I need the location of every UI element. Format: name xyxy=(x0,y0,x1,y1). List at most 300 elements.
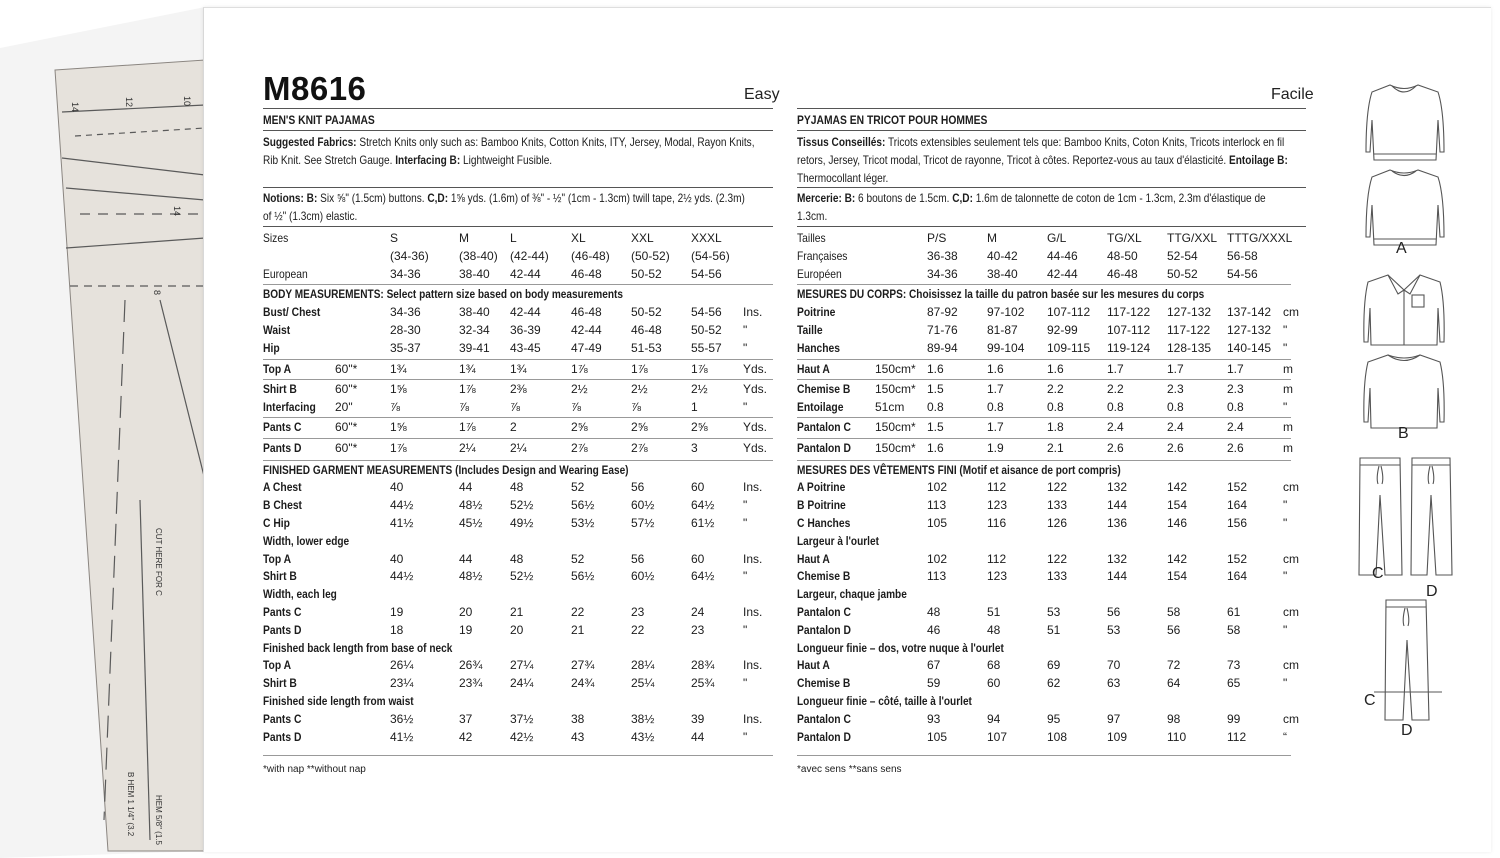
size-cell: 52-54 xyxy=(1167,248,1198,263)
size-cell: TG/XL xyxy=(1107,231,1142,245)
fabrics-fr-line2 xyxy=(797,151,1288,169)
size-cell: 24¼ xyxy=(510,676,534,691)
size-cell: 105 xyxy=(927,516,948,530)
table-row xyxy=(797,229,1291,247)
size-cell: 109-115 xyxy=(1047,340,1091,355)
table-row xyxy=(797,674,1291,692)
table-row xyxy=(797,550,1299,568)
size-cell: 1¾ xyxy=(390,361,407,376)
row-label: Tailles xyxy=(797,231,826,245)
size-cell: 56-58 xyxy=(1227,248,1258,263)
row-label: Waist xyxy=(263,323,291,337)
title-rule-en xyxy=(263,108,773,109)
unit-cell: " xyxy=(743,622,748,637)
unit-cell: Ins. xyxy=(743,711,763,726)
size-cell: M xyxy=(459,231,469,245)
size-cell: 112 xyxy=(1227,729,1247,744)
row-label: Interfacing xyxy=(263,400,316,415)
size-cell: 38-40 xyxy=(459,266,490,281)
size-cell: 2⅝ xyxy=(631,420,648,434)
table-row xyxy=(263,418,773,436)
unit-cell: Yds. xyxy=(743,382,768,397)
size-cell: 94 xyxy=(987,711,1001,726)
fabric-width: 150cm* xyxy=(875,420,916,434)
notions-en-text1b: 1⅝ yds. (1.6m) of ⅜" - ½" (1cm - 1.3cm) twill tape, 2½ yds. (2.3m) xyxy=(448,191,745,205)
size-cell: 156 xyxy=(1227,516,1248,530)
unit-cell: Yds. xyxy=(743,420,768,434)
size-cell: 39-41 xyxy=(459,340,490,355)
row-label: Chemise B xyxy=(797,676,851,691)
unit-cell: " xyxy=(1283,516,1288,530)
table-row xyxy=(263,478,773,496)
size-cell: 28-30 xyxy=(390,323,421,337)
size-cell: 40 xyxy=(390,551,404,566)
row-label: Taille xyxy=(797,323,823,337)
size-cell: 117-122 xyxy=(1167,323,1211,337)
size-cell: 25¼ xyxy=(631,676,655,691)
table-section-header xyxy=(797,692,1291,710)
size-cell: 55-57 xyxy=(691,340,722,355)
size-cell: 99 xyxy=(1227,711,1241,726)
notions-fr-line2: 1.3cm. xyxy=(797,209,828,223)
size-cell: 48 xyxy=(987,622,1001,637)
size-cell: 62 xyxy=(1047,676,1061,691)
fabrics-fr-text2: retors, Jersey, Tricot modal, Tricot de rayonne, Tricot à côtes. Reportez-vous au taux d'élasticité. xyxy=(797,153,1230,167)
size-cell: 42-44 xyxy=(510,266,541,281)
size-cell: 24 xyxy=(691,605,705,619)
size-cell: 2.3 xyxy=(1167,382,1184,397)
size-cell: 54-56 xyxy=(1227,266,1258,281)
size-cell: 164 xyxy=(1227,498,1248,513)
row-label: Pantalon D xyxy=(797,729,851,744)
difficulty-en: Easy xyxy=(744,86,780,103)
tissue-mark-8: 8 xyxy=(152,290,162,296)
tissue-size-10: 10 xyxy=(182,96,192,107)
size-cell: XL xyxy=(571,231,586,245)
size-cell: 2½ xyxy=(631,382,648,397)
unit-cell: " xyxy=(1283,498,1288,513)
fabrics-en-line2 xyxy=(263,151,755,169)
fabrics-en-text1: Stretch Knits only such as: Bamboo Knits, Cotton Knits, ITY, Jersey, Modal, Rayon Knits, xyxy=(356,135,755,149)
row-label: Shirt B xyxy=(263,676,297,691)
row-label: Finished side length from waist xyxy=(263,694,414,708)
size-cell: (50-52) xyxy=(631,248,670,263)
unit-cell: " xyxy=(743,323,748,337)
row-label: Top A xyxy=(263,361,292,376)
notions-fr-label: Mercerie: B: xyxy=(797,191,856,205)
unit-cell: cm xyxy=(1283,605,1299,619)
unit-cell: Ins. xyxy=(743,305,763,320)
size-cell: ⅞ xyxy=(571,400,582,415)
unit-cell: m xyxy=(1283,382,1293,397)
size-cell: 2⅞ xyxy=(571,440,588,455)
size-cell: 2.6 xyxy=(1107,440,1124,455)
pattern-code: M8616 xyxy=(263,70,367,107)
size-cell: 40-42 xyxy=(987,248,1018,263)
size-cell: 72 xyxy=(1167,658,1181,673)
size-cell: 41½ xyxy=(390,516,414,530)
size-cell: 133 xyxy=(1047,498,1068,513)
pants-d-drawing xyxy=(1411,458,1452,575)
title-rule-en-2 xyxy=(263,130,773,131)
size-cell: 56½ xyxy=(571,498,595,513)
size-cell: 140-145 xyxy=(1227,340,1272,355)
size-cell: 1.5 xyxy=(927,382,944,397)
table-row xyxy=(263,247,773,265)
view-label-d: D xyxy=(1426,583,1438,600)
size-cell: 34-36 xyxy=(390,305,421,320)
shirt-b-back-drawing xyxy=(1364,355,1444,428)
size-cell: 113 xyxy=(927,569,947,584)
size-cell: 65 xyxy=(1227,676,1241,691)
size-cell: 2 xyxy=(510,420,517,434)
table-row xyxy=(797,728,1291,746)
size-cell: 47-49 xyxy=(571,340,602,355)
unit-cell: cm xyxy=(1283,480,1299,495)
size-cell: 37½ xyxy=(510,711,534,726)
size-cell: ⅞ xyxy=(510,400,521,415)
row-label: B Chest xyxy=(263,498,302,513)
size-cell: 26¼ xyxy=(390,658,414,673)
size-cell: 71-76 xyxy=(927,323,958,337)
size-cell: 63 xyxy=(1107,676,1121,691)
notions-fr-line1 xyxy=(797,189,1266,207)
size-cell: 98 xyxy=(1167,711,1181,726)
row-label: Pants D xyxy=(263,440,302,455)
size-cell: 42-44 xyxy=(510,305,541,320)
table-row xyxy=(263,439,773,457)
unit-cell: Ins. xyxy=(743,605,763,619)
size-cell: 113 xyxy=(927,498,947,513)
size-cell: 56 xyxy=(631,551,645,566)
unit-cell: " xyxy=(743,729,748,744)
unit-cell: Ins. xyxy=(743,551,763,566)
table-row xyxy=(263,656,773,674)
size-cell: 2.2 xyxy=(1107,382,1124,397)
size-cell: 2⅝ xyxy=(691,420,708,434)
unit-cell: cm xyxy=(1283,711,1299,726)
size-cell: 60½ xyxy=(631,569,655,584)
size-cell: 1.6 xyxy=(1047,361,1064,376)
fabrics-fr-line1 xyxy=(797,133,1288,151)
size-cell: ⅞ xyxy=(631,400,642,415)
size-cell: 38-40 xyxy=(987,266,1018,281)
unit-cell: " xyxy=(1283,676,1288,691)
fabrics-fr xyxy=(797,133,1288,187)
size-cell: 52 xyxy=(571,480,585,495)
row-label: Haut A xyxy=(797,551,830,566)
size-cell: XXXL xyxy=(691,231,722,245)
row-label: Pants D xyxy=(263,729,302,744)
table-row xyxy=(263,710,773,728)
row-label: Bust/ Chest xyxy=(263,305,321,320)
size-cell: 23 xyxy=(631,605,645,619)
notions-en-line2: of ½" (1.3cm) elastic. xyxy=(263,209,358,223)
notions-rule-fr xyxy=(797,226,1306,227)
table-row xyxy=(263,728,773,746)
size-cell: 107 xyxy=(987,729,1008,744)
fabric-width: 150cm* xyxy=(875,361,916,376)
fabric-width: 51cm xyxy=(875,400,905,415)
table-section-header xyxy=(263,532,773,550)
view-label-d-lower: D xyxy=(1401,722,1413,739)
row-label: A Chest xyxy=(263,480,302,495)
tissue-hem-c: HEM 5/8" (1.5 xyxy=(154,795,163,845)
row-label: Haut A xyxy=(797,658,830,673)
unit-cell: " xyxy=(1283,323,1288,337)
unit-cell: " xyxy=(1283,622,1288,637)
size-cell: 56 xyxy=(1107,605,1121,619)
tissue-size-14-mid: 14 xyxy=(172,206,182,217)
size-cell: 132 xyxy=(1107,551,1128,566)
size-cell: 117-122 xyxy=(1107,305,1151,320)
unit-cell: " xyxy=(743,498,748,513)
table-row xyxy=(263,603,773,621)
size-cell: 44-46 xyxy=(1047,248,1078,263)
size-cell: 22 xyxy=(631,622,645,637)
unit-cell: " xyxy=(1283,569,1288,584)
size-cell: 44½ xyxy=(390,569,414,584)
pants-c-drawing xyxy=(1359,458,1402,575)
row-label: Shirt B xyxy=(263,382,297,397)
size-cell: 48½ xyxy=(459,569,483,584)
tissue-size-14: 14 xyxy=(70,102,80,113)
interfacing-fr-label: Entoilage B: xyxy=(1229,153,1288,167)
table-row xyxy=(797,478,1299,496)
size-cell: 23¼ xyxy=(390,676,414,691)
table-row xyxy=(263,229,773,247)
size-cell: 1⅞ xyxy=(459,382,476,397)
size-cell: 92-99 xyxy=(1047,323,1078,337)
fabrics-en-label: Suggested Fabrics: xyxy=(263,135,357,149)
interfacing-en-text: Lightweight Fusible. xyxy=(460,153,553,167)
row-label: Haut A xyxy=(797,361,830,376)
size-cell: 109 xyxy=(1107,729,1128,744)
unit-cell: cm xyxy=(1283,305,1299,320)
fabrics-fr-label: Tissus Conseillés: xyxy=(797,135,886,149)
size-cell: 0.8 xyxy=(927,400,944,415)
unit-cell: cm xyxy=(1283,658,1299,673)
view-label-b: B xyxy=(1398,425,1409,442)
row-label: C Hip xyxy=(263,516,290,530)
size-cell: 64 xyxy=(1167,676,1181,691)
fabric-width: 150cm* xyxy=(875,440,916,455)
size-cell: 144 xyxy=(1107,498,1128,513)
unit-cell: " xyxy=(743,516,748,530)
size-cell: 152 xyxy=(1227,480,1248,495)
size-cell: 1.7 xyxy=(987,420,1004,434)
notions-fr xyxy=(797,189,1266,225)
shirt-b-front-drawing xyxy=(1364,275,1444,345)
row-label: Pantalon C xyxy=(797,420,851,434)
size-cell: 48 xyxy=(927,605,941,619)
size-cell: 127-132 xyxy=(1167,305,1212,320)
size-cell: 1⅞ xyxy=(631,361,648,376)
size-cell: 58 xyxy=(1167,605,1181,619)
size-cell: 23¾ xyxy=(459,676,483,691)
unit-cell: m xyxy=(1283,440,1293,455)
size-cell: 0.8 xyxy=(1047,400,1064,415)
size-cell: ⅞ xyxy=(459,400,470,415)
size-cell: 44 xyxy=(459,480,473,495)
size-cell: 2⅝ xyxy=(571,420,588,434)
row-label: Largeur à l'ourlet xyxy=(797,533,879,548)
top-a-back-drawing xyxy=(1366,170,1444,245)
size-cell: 41½ xyxy=(390,729,414,744)
table-row xyxy=(263,321,773,339)
title-rule-fr-2 xyxy=(797,130,1306,131)
size-cell: 61 xyxy=(1227,605,1241,619)
size-cell: 99-104 xyxy=(987,340,1025,355)
size-cell: 0.8 xyxy=(1167,400,1184,415)
size-cell: 0.8 xyxy=(1107,400,1124,415)
size-cell: 2.2 xyxy=(1047,382,1064,397)
row-label: Chemise B xyxy=(797,382,851,397)
size-cell: 60 xyxy=(691,551,705,566)
size-cell: 44½ xyxy=(390,498,414,513)
table-section-header xyxy=(797,285,1291,303)
table-row xyxy=(263,567,773,585)
table-section-header xyxy=(797,639,1291,657)
row-label: Pants C xyxy=(263,420,302,434)
size-cell: 2½ xyxy=(571,382,588,397)
size-cell: 52½ xyxy=(510,498,534,513)
size-cell: 1⅝ xyxy=(390,420,407,434)
notions-fr-text1a: 6 boutons de 1.5cm. xyxy=(855,191,953,205)
size-cell: 51 xyxy=(1047,622,1061,637)
size-cell: 107-112 xyxy=(1047,305,1091,320)
row-label: FINISHED GARMENT MEASUREMENTS (Includes Design and Wearing Ease) xyxy=(263,462,629,477)
size-cell: 1¾ xyxy=(510,361,527,376)
row-label: Longueur finie – côté, taille à l'ourlet xyxy=(797,694,972,708)
row-label: Hanches xyxy=(797,340,841,355)
size-cell: 112 xyxy=(987,551,1007,566)
size-cell: 36-38 xyxy=(927,248,958,263)
size-cell: 49½ xyxy=(510,516,534,530)
size-cell: 81-87 xyxy=(987,323,1018,337)
size-cell: 43½ xyxy=(631,729,655,744)
size-cell: 39 xyxy=(691,711,705,726)
table-row xyxy=(797,603,1299,621)
size-cell: 38 xyxy=(571,711,585,726)
table-row xyxy=(797,514,1291,532)
size-cell: 46-48 xyxy=(1107,266,1138,281)
row-label: Largeur, chaque jambe xyxy=(797,587,907,602)
table-rule-bottom xyxy=(263,755,773,756)
size-cell: 64½ xyxy=(691,569,715,584)
notions-rule-en xyxy=(263,226,773,227)
size-cell: 50-52 xyxy=(631,266,662,281)
size-cell: 1.8 xyxy=(1047,420,1064,434)
table-section-header xyxy=(797,532,1291,550)
size-cell: 42-44 xyxy=(571,323,602,337)
notions-en-cd: C,D: xyxy=(427,191,449,205)
size-cell: 46-48 xyxy=(571,305,602,320)
size-cell: 23 xyxy=(691,622,705,637)
table-section-header xyxy=(797,585,1291,603)
row-label: Sizes xyxy=(263,231,289,245)
size-cell: 58 xyxy=(1227,622,1241,637)
size-cell: 35-37 xyxy=(390,340,421,355)
table-row xyxy=(263,303,773,321)
size-cell: 126 xyxy=(1047,516,1068,530)
size-cell: 54-56 xyxy=(691,266,722,281)
unit-cell: " xyxy=(743,400,748,415)
size-cell: (34-36) xyxy=(390,248,429,263)
size-cell: 24¾ xyxy=(571,676,595,691)
row-label: Longueur finie – dos, votre nuque à l'ourlet xyxy=(797,640,1004,655)
garment-views xyxy=(1352,80,1462,760)
size-cell: 89-94 xyxy=(927,340,958,355)
table-section-header xyxy=(263,692,773,710)
table-rule-bottom xyxy=(797,755,1291,756)
size-cell: 44 xyxy=(691,729,705,744)
unit-cell: " xyxy=(743,340,748,355)
size-cell: 28¾ xyxy=(691,658,715,673)
size-cell: 48½ xyxy=(459,498,483,513)
row-label: Pantalon C xyxy=(797,605,851,619)
table-row xyxy=(797,710,1299,728)
table-row xyxy=(797,656,1299,674)
size-cell: 116 xyxy=(987,516,1007,530)
table-section-header xyxy=(263,285,773,303)
size-cell: 123 xyxy=(987,498,1008,513)
size-cell: 2.1 xyxy=(1047,440,1064,455)
size-cell: 60 xyxy=(691,480,705,495)
unit-cell: " xyxy=(743,569,748,584)
size-cell: 1⅝ xyxy=(390,382,407,397)
size-cell: 28¼ xyxy=(631,658,655,673)
unit-cell: m xyxy=(1283,420,1293,434)
table-row xyxy=(797,265,1291,283)
size-cell: 146 xyxy=(1167,516,1188,530)
size-cell: 102 xyxy=(927,551,948,566)
size-cell: 56 xyxy=(631,480,645,495)
size-cell: 1¾ xyxy=(459,361,476,376)
size-cell: 48 xyxy=(510,551,524,566)
difficulty-fr: Facile xyxy=(1271,86,1314,103)
size-cell: 26¾ xyxy=(459,658,483,673)
size-cell: 1⅞ xyxy=(390,440,407,455)
size-cell: 93 xyxy=(927,711,941,726)
fabrics-en-line1 xyxy=(263,133,755,151)
size-cell: 46-48 xyxy=(631,323,662,337)
fabric-width: 60"* xyxy=(335,440,358,455)
size-cell: 1.9 xyxy=(987,440,1004,455)
table-row xyxy=(263,550,773,568)
size-cell: 97-102 xyxy=(987,305,1025,320)
size-cell: 137-142 xyxy=(1227,305,1272,320)
size-cell: 2.4 xyxy=(1107,420,1124,434)
size-cell: 38½ xyxy=(631,711,655,726)
size-cell: 95 xyxy=(1047,711,1061,726)
size-cell: 50-52 xyxy=(691,323,722,337)
size-cell: (42-44) xyxy=(510,248,549,263)
size-cell: 20 xyxy=(510,622,524,637)
table-row xyxy=(797,303,1299,321)
size-cell: 34-36 xyxy=(390,266,421,281)
size-cell: 154 xyxy=(1167,498,1188,513)
size-cell: 1⅞ xyxy=(459,420,476,434)
size-cell: 19 xyxy=(459,622,473,637)
row-label: Width, each leg xyxy=(263,587,337,602)
size-cell: 27¼ xyxy=(510,658,534,673)
title-fr: PYJAMAS EN TRICOT POUR HOMMES xyxy=(797,113,988,127)
fabric-width: 60"* xyxy=(335,361,358,376)
size-cell: 154 xyxy=(1167,569,1188,584)
table-row xyxy=(263,621,773,639)
notions-en-line1 xyxy=(263,189,745,207)
